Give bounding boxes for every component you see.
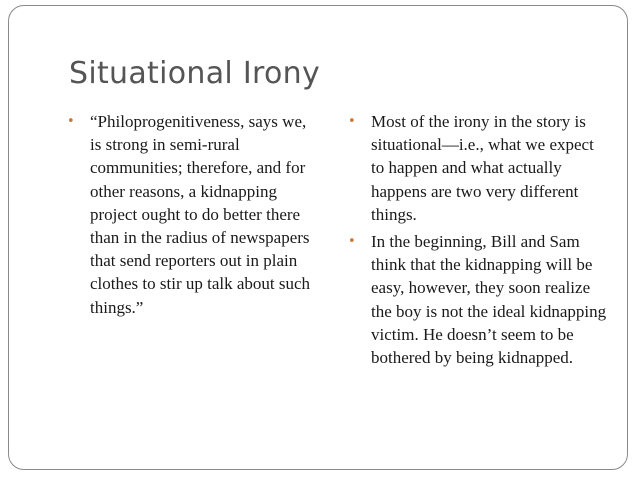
bullet-text: In the beginning, Bill and Sam think that the kidnapping will be easy, however, they soon realize the boy is not the ideal kidnapping victim. He doesn’t seem to be bothered by being kidnapped. [371,232,607,368]
bullet-icon: • [348,114,356,129]
bullet-item [348,230,610,369]
bullet-icon: • [348,234,356,250]
bullet-text: Most of the irony in the story is situational—i.e., what we expect to happen and what actually happens are two very different things. [371,112,594,224]
right-column [348,110,610,373]
slide-title: Situational Irony [69,56,321,91]
left-column [67,110,317,323]
bullet-item [67,110,317,319]
bullet-text: “Philoprogenitiveness, says we, is strong in semi-rural communities; therefore, and for other reasons, a kidnapping project ought to do better there than in the radius of newspapers that send reporters out in plain clothes to stir up talk about such things.” [90,112,311,317]
bullet-item [348,110,610,226]
bullet-icon: • [67,114,75,129]
